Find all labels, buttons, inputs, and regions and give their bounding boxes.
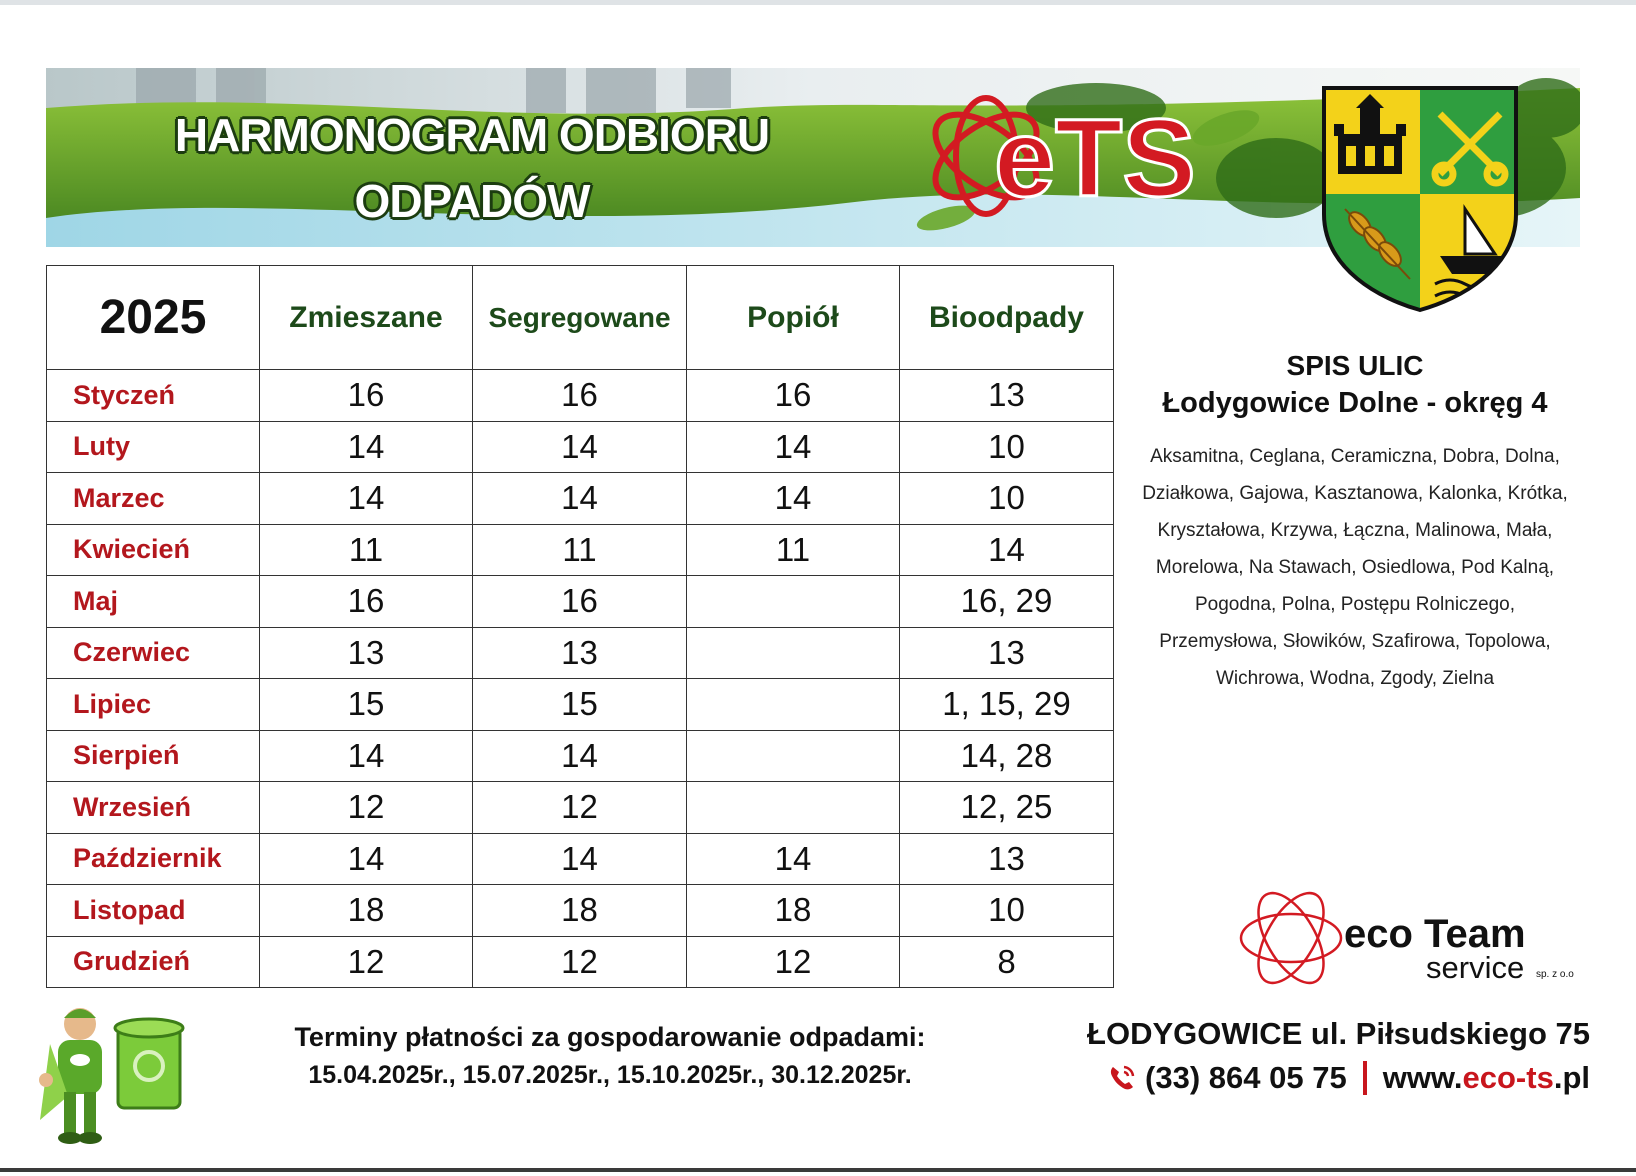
value-cell: 12 xyxy=(687,936,900,988)
month-cell: Luty xyxy=(47,421,260,473)
table-row xyxy=(47,782,1114,834)
value-cell: 11 xyxy=(260,524,473,576)
value-cell: 18 xyxy=(260,885,473,937)
street-list-title: SPIS ULIC xyxy=(1286,350,1424,381)
website-link[interactable] xyxy=(1383,1056,1590,1100)
table-row xyxy=(47,473,1114,525)
table-row xyxy=(47,627,1114,679)
value-cell xyxy=(687,576,900,628)
company-name-line2: service xyxy=(1426,950,1525,985)
value-cell: 15 xyxy=(473,679,687,731)
value-cell: 16 xyxy=(473,576,687,628)
payment-deadlines xyxy=(240,1018,980,1094)
value-cell: 1, 15, 29 xyxy=(900,679,1114,731)
value-cell: 13 xyxy=(473,627,687,679)
top-edge xyxy=(0,0,1636,5)
value-cell: 14 xyxy=(260,421,473,473)
company-name-line1: eco Team xyxy=(1344,912,1526,956)
street-list: Aksamitna, Ceglana, Ceramiczna, Dobra, Dolna, Działkowa, Gajowa, Kasztanowa, Kalonka, Krótka, Kryształowa, Krzywa, Łączna, Malinowa, Mała, Morelowa, Na Stawach, Osiedlowa, Pod Kalną, Pogodna, Polna, Postępu Rolniczego, Przemysłowa, Słowików, Szafirowa, Topolowa, Wichrowa, Wodna, Zgody, Zielna xyxy=(1142,446,1568,689)
table-row xyxy=(47,370,1114,422)
column-header-bio: Bioodpady xyxy=(900,266,1114,370)
value-cell: 16, 29 xyxy=(900,576,1114,628)
month-cell: Sierpień xyxy=(47,730,260,782)
table-row xyxy=(47,936,1114,988)
value-cell: 13 xyxy=(260,627,473,679)
value-cell: 10 xyxy=(900,885,1114,937)
value-cell: 11 xyxy=(687,524,900,576)
value-cell: 14, 28 xyxy=(900,730,1114,782)
value-cell: 13 xyxy=(900,627,1114,679)
street-list-section xyxy=(1130,348,1580,697)
value-cell: 14 xyxy=(473,730,687,782)
eco-team-logo-icon xyxy=(1236,886,1346,990)
company-address: ŁODYGOWICE ul. Piłsudskiego 75 xyxy=(1087,1016,1590,1051)
value-cell: 18 xyxy=(687,885,900,937)
contact-line xyxy=(1060,1056,1590,1100)
table-row xyxy=(47,730,1114,782)
table-row xyxy=(47,833,1114,885)
value-cell xyxy=(687,627,900,679)
column-header-segregated: Segregowane xyxy=(473,266,687,370)
municipal-crest xyxy=(1320,84,1520,314)
value-cell xyxy=(687,679,900,731)
value-cell: 13 xyxy=(900,370,1114,422)
phone-number[interactable]: (33) 864 05 75 xyxy=(1145,1060,1347,1095)
value-cell: 14 xyxy=(900,524,1114,576)
contact-block xyxy=(1060,1012,1590,1100)
value-cell: 12 xyxy=(260,782,473,834)
banner-title xyxy=(72,102,872,234)
month-cell: Listopad xyxy=(47,885,260,937)
month-cell: Październik xyxy=(47,833,260,885)
street-list-subtitle: Łodygowice Dolne - okręg 4 xyxy=(1162,387,1548,419)
table-row xyxy=(47,524,1114,576)
value-cell: 14 xyxy=(473,833,687,885)
company-name-suffix: sp. z o.o xyxy=(1536,969,1574,980)
value-cell: 11 xyxy=(473,524,687,576)
ets-logo xyxy=(916,86,1256,226)
month-cell: Grudzień xyxy=(47,936,260,988)
mascot-illustration xyxy=(28,1000,198,1150)
table-row xyxy=(47,421,1114,473)
month-cell: Wrzesień xyxy=(47,782,260,834)
bottom-edge xyxy=(0,1168,1636,1172)
value-cell: 14 xyxy=(687,421,900,473)
website-brand: eco-ts xyxy=(1462,1060,1554,1095)
value-cell: 16 xyxy=(260,576,473,628)
table-row xyxy=(47,885,1114,937)
value-cell: 12 xyxy=(260,936,473,988)
contact-separator xyxy=(1363,1061,1367,1095)
banner-title-line2: ODPADÓW xyxy=(354,175,590,227)
payment-heading: Terminy płatności za gospodarowanie odpadami: xyxy=(294,1022,926,1052)
value-cell: 14 xyxy=(260,473,473,525)
website-prefix: www. xyxy=(1382,1060,1463,1095)
value-cell: 16 xyxy=(687,370,900,422)
value-cell: 13 xyxy=(900,833,1114,885)
value-cell: 14 xyxy=(260,730,473,782)
value-cell: 8 xyxy=(900,936,1114,988)
value-cell: 10 xyxy=(900,473,1114,525)
month-cell: Marzec xyxy=(47,473,260,525)
value-cell: 10 xyxy=(900,421,1114,473)
month-cell: Czerwiec xyxy=(47,627,260,679)
value-cell xyxy=(687,782,900,834)
value-cell: 12 xyxy=(473,936,687,988)
ets-logo-text: eTS xyxy=(994,97,1196,220)
month-cell: Styczeń xyxy=(47,370,260,422)
value-cell: 18 xyxy=(473,885,687,937)
value-cell xyxy=(687,730,900,782)
value-cell: 14 xyxy=(473,473,687,525)
value-cell: 14 xyxy=(687,473,900,525)
phone-icon xyxy=(1107,1063,1137,1093)
value-cell: 12, 25 xyxy=(900,782,1114,834)
month-cell: Maj xyxy=(47,576,260,628)
value-cell: 14 xyxy=(687,833,900,885)
value-cell: 15 xyxy=(260,679,473,731)
month-cell: Lipiec xyxy=(47,679,260,731)
website-suffix: .pl xyxy=(1553,1060,1590,1095)
value-cell: 14 xyxy=(260,833,473,885)
value-cell: 16 xyxy=(260,370,473,422)
year-header: 2025 xyxy=(47,266,260,370)
table-row xyxy=(47,576,1114,628)
column-header-ash: Popiół xyxy=(687,266,900,370)
column-header-mixed: Zmieszane xyxy=(260,266,473,370)
value-cell: 12 xyxy=(473,782,687,834)
payment-dates: 15.04.2025r., 15.07.2025r., 15.10.2025r., 30.12.2025r. xyxy=(308,1061,912,1089)
table-row xyxy=(47,679,1114,731)
collection-schedule-table xyxy=(46,265,1114,988)
value-cell: 14 xyxy=(473,421,687,473)
value-cell: 16 xyxy=(473,370,687,422)
month-cell: Kwiecień xyxy=(47,524,260,576)
banner-title-line1: HARMONOGRAM ODBIORU xyxy=(174,109,770,161)
table-header-row xyxy=(47,266,1114,370)
